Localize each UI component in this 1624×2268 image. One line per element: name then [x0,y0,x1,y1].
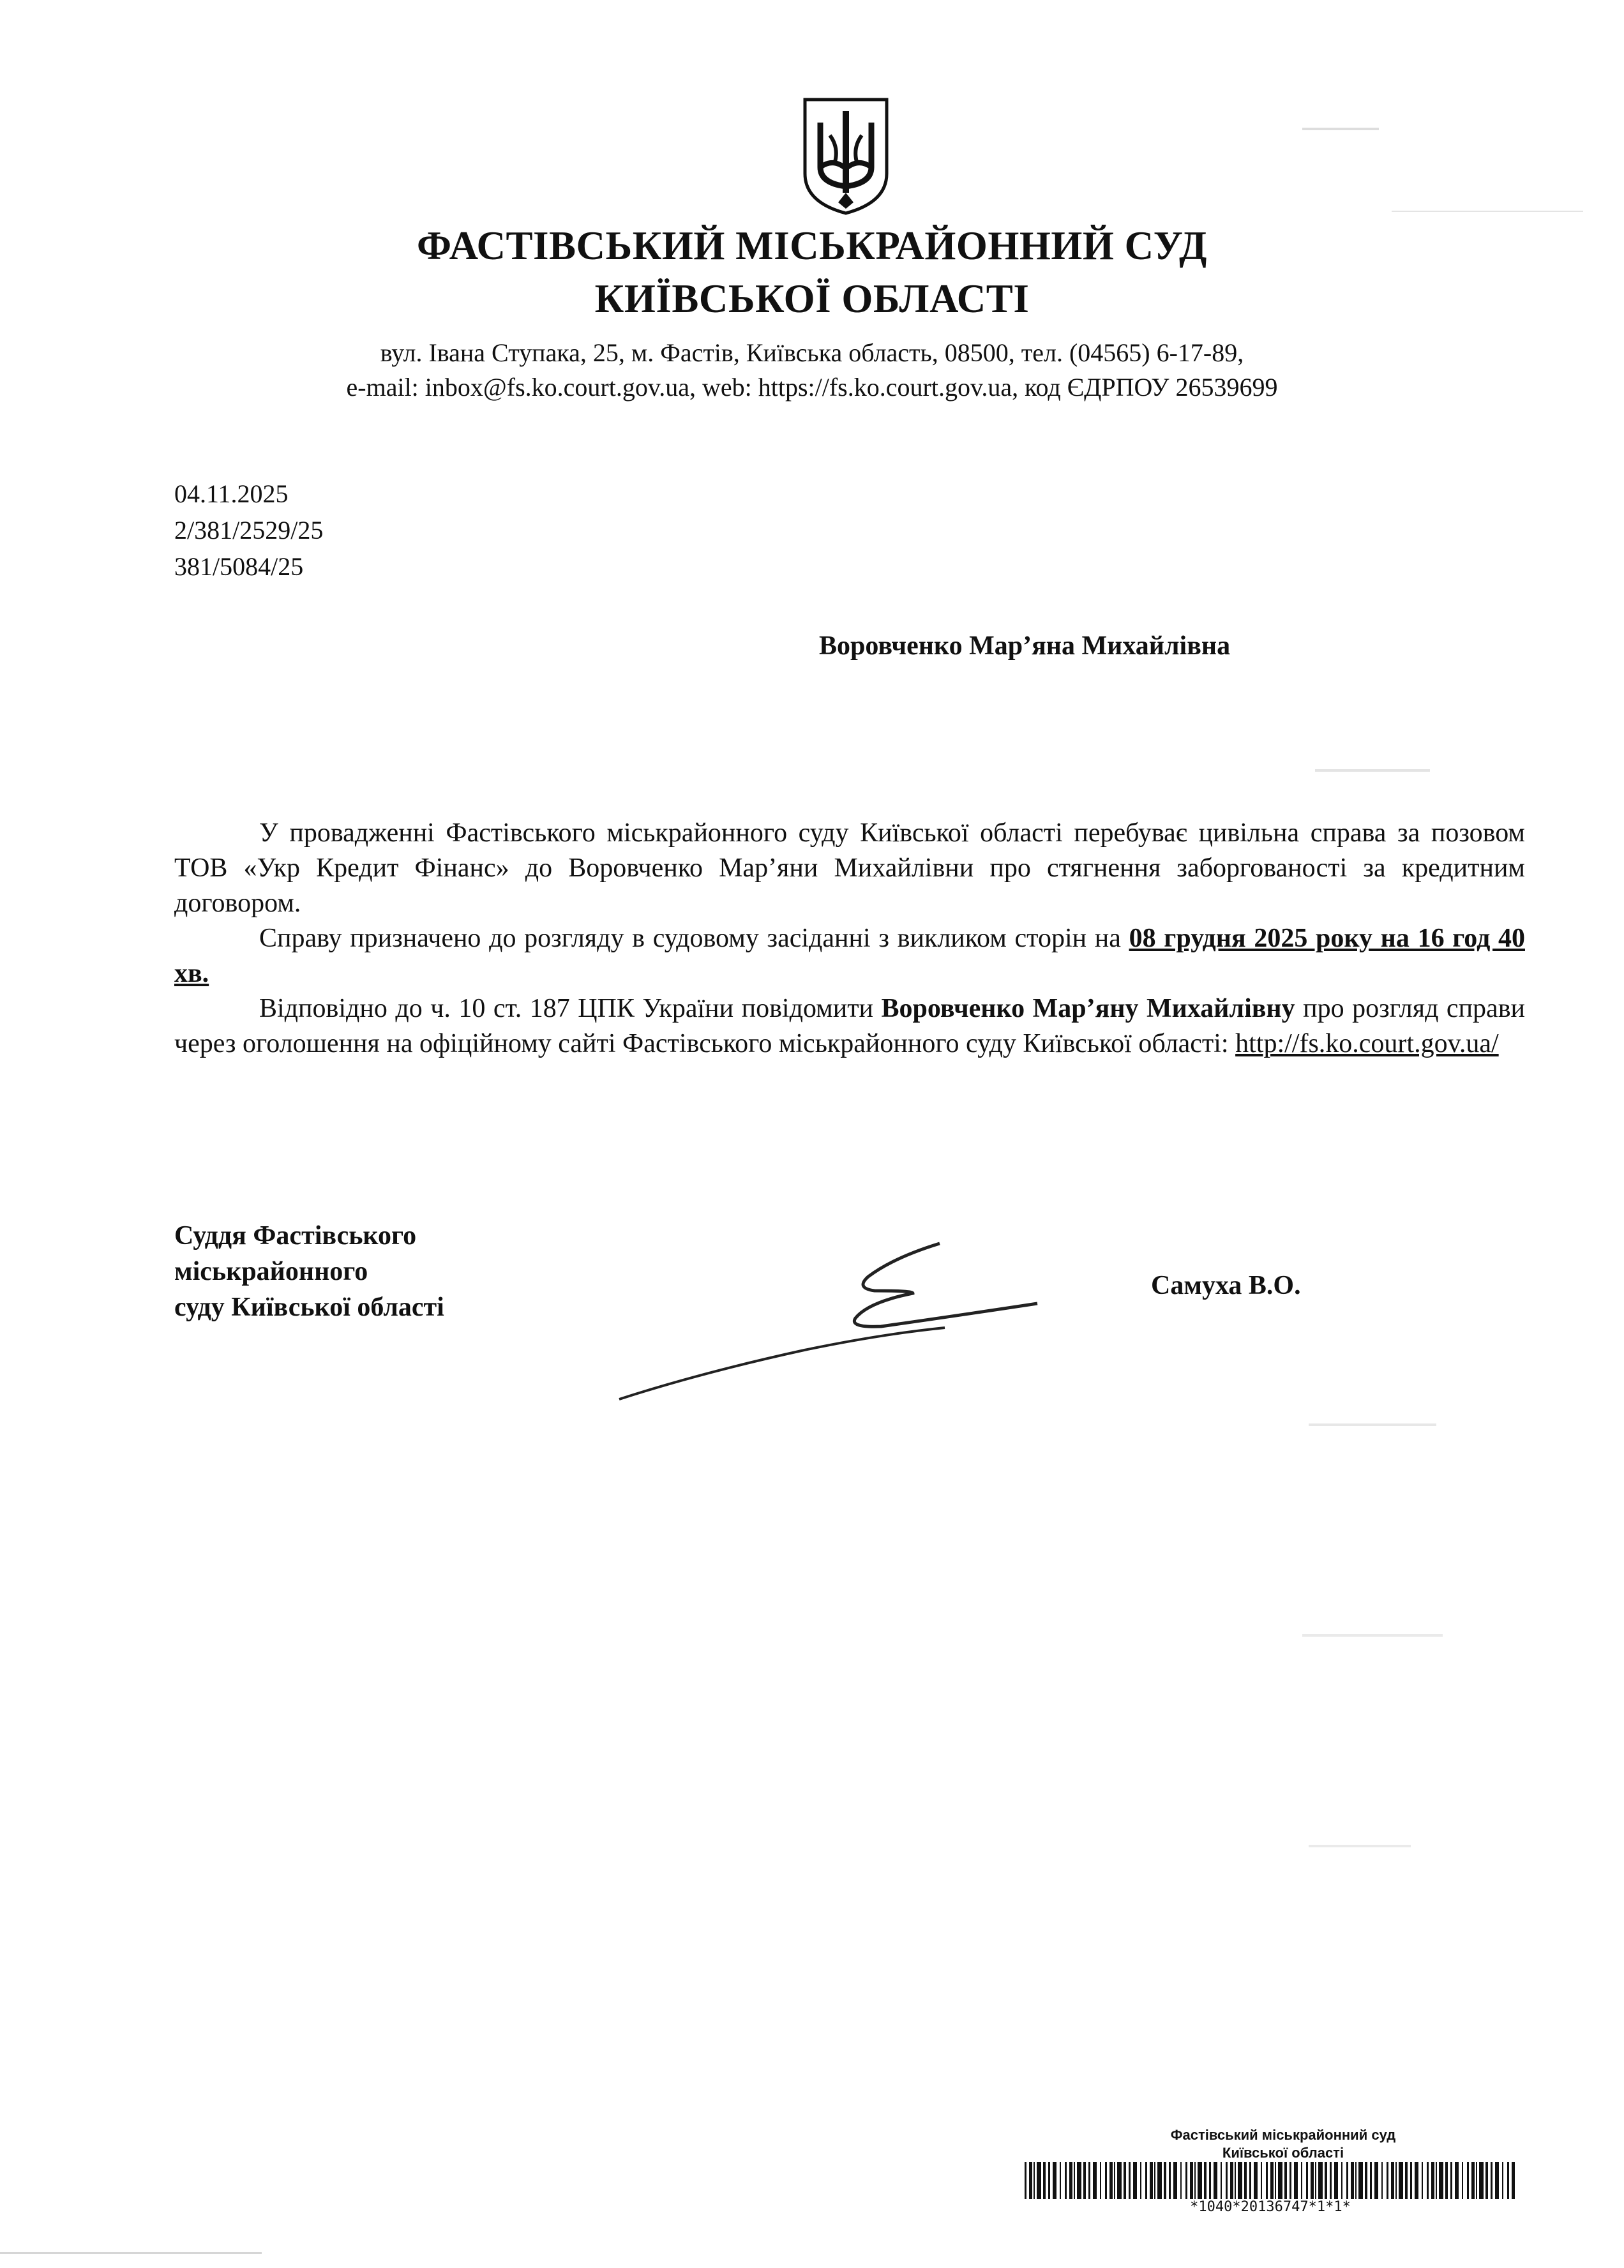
registry-barcode [1025,2162,1516,2199]
barcode-bar [1445,2162,1448,2199]
judge-name: Самуха В.О. [1151,1271,1301,1300]
notified-person: Воровченко Мар’яну Михайлівну [881,994,1295,1023]
barcode-bar [1190,2162,1193,2199]
barcode-bar [1048,2162,1050,2199]
scan-artifact [1309,1845,1411,1847]
barcode-bar [1074,2162,1075,2199]
barcode-bar [1485,2162,1488,2199]
barcode-number: *1040*20136747*1*1* [1190,2199,1351,2215]
barcode-bar [1495,2162,1499,2199]
barcode-bar [1244,2162,1247,2199]
barcode-bar [1194,2162,1196,2199]
judge-title [174,1218,444,1325]
barcode-bar [1169,2162,1171,2199]
barcode-bar [1077,2162,1081,2199]
barcode-bar [1060,2162,1061,2199]
barcode-bar [1204,2162,1207,2199]
barcode-bar [1301,2162,1302,2199]
barcode-bar [1439,2162,1443,2199]
barcode-bar [1037,2162,1041,2199]
barcode-bar [1093,2162,1097,2199]
barcode-bar [1043,2162,1046,2199]
barcode-bar [1185,2162,1187,2199]
barcode-bar [1221,2162,1222,2199]
barcode-bar [1294,2162,1298,2199]
scan-artifact [1392,211,1583,212]
barcode-bar [1249,2162,1251,2199]
court-address: вул. Івана Ступака, 25, м. Фастів, Київська область, 08500, тел. (04565) 6-17-89, [380,338,1244,367]
barcode-bar [1476,2162,1477,2199]
barcode-bar [1157,2162,1162,2199]
barcode-bar [1230,2162,1233,2199]
barcode-bar [1346,2162,1348,2199]
barcode-bar [1507,2162,1509,2199]
paragraph-notification [174,991,1525,1062]
barcode-bar [1467,2162,1469,2199]
barcode-bar [1502,2162,1503,2199]
judge-title-line2: міськрайонного [174,1257,368,1286]
barcode-bar [1455,2162,1459,2199]
barcode-bar [1150,2162,1153,2199]
barcode-bar [1164,2162,1166,2199]
barcode-bar [1261,2162,1262,2199]
barcode-bar [1436,2162,1437,2199]
barcode-bar [1235,2162,1236,2199]
barcode-bar [1284,2162,1287,2199]
barcode-bar [1479,2162,1484,2199]
barcode-bar [1117,2162,1122,2199]
notification-post: про розгляд справи через оголошення на офіційному сайті Фастівського міськрайонного суду Київської області: [174,994,1525,1058]
barcode-bar [1462,2162,1463,2199]
barcode-bar [1025,2162,1026,2199]
barcode-bar [1140,2162,1141,2199]
barcode-bar [1410,2162,1412,2199]
barcode-bar [1415,2162,1418,2199]
barcode-bar [1109,2162,1113,2199]
barcode-bar [1105,2162,1107,2199]
stamp-region: Київської області [1222,2145,1344,2161]
barcode-bar [1374,2162,1378,2199]
barcode-bar [1491,2162,1492,2199]
barcode-bar [1275,2162,1276,2199]
scan-artifact [1315,769,1430,772]
barcode-bar [1100,2162,1101,2199]
court-website-link[interactable]: http://fs.ko.court.gov.ua/ [1235,1029,1499,1058]
barcode-bar [1471,2162,1475,2199]
barcode-bar [1450,2162,1452,2199]
case-number: 2/381/2529/25 [174,516,324,544]
scan-artifact [1309,1423,1436,1426]
barcode-bar [1334,2162,1338,2199]
barcode-bar [1254,2162,1258,2199]
barcode-bar [1053,2162,1056,2199]
barcode-bar [1278,2162,1282,2199]
barcode-bar [1114,2162,1115,2199]
barcode-bar [1365,2162,1367,2199]
barcode-bar [1399,2162,1403,2199]
court-name-line1: ФАСТІВСЬКИЙ МІСЬКРАЙОННИЙ СУД [416,223,1208,268]
court-contacts: e-mail: inbox@fs.ko.court.gov.ua, web: https://fs.ko.court.gov.ua, код ЄДРПОУ 26539699 [346,373,1278,402]
barcode-bar [1370,2162,1372,2199]
barcode-bar [1318,2162,1323,2199]
barcode-bar [1351,2162,1354,2199]
barcode-bar [1145,2162,1147,2199]
barcode-bar [1381,2162,1383,2199]
barcode-bar [1315,2162,1316,2199]
hearing-text: Справу призначено до розгляду в судовому засіданні з викликом сторін на [259,924,1129,953]
barcode-bar [1355,2162,1357,2199]
barcode-bar [1422,2162,1423,2199]
barcode-bar [1270,2162,1274,2199]
stamp-court-name: Фастівський міськрайонний суд [1170,2127,1396,2143]
barcode-bar [1405,2162,1408,2199]
barcode-bar [1214,2162,1217,2199]
barcode-bar [1427,2162,1429,2199]
barcode-bar [1311,2162,1314,2199]
judge-title-line1: Суддя Фастівського [174,1221,417,1250]
barcode-bar [1391,2162,1394,2199]
barcode-bar [1325,2162,1327,2199]
barcode-bar [1198,2162,1202,2199]
paragraph-hearing [174,921,1525,991]
scan-artifact [1302,1634,1443,1637]
document-meta [174,476,323,585]
document-date: 04.11.2025 [174,479,289,508]
barcode-bar [1088,2162,1090,2199]
addressee-name: Воровченко Мар’яна Михайлівна [819,631,1231,661]
barcode-bar [1133,2162,1137,2199]
barcode-bar [1173,2162,1177,2199]
barcode-bar [1431,2162,1434,2199]
court-name-line2: КИЇВСЬКОЇ ОБЛАСТІ [594,276,1030,321]
barcode-bar [1029,2162,1032,2199]
barcode-bar [1289,2162,1291,2199]
barcode-bar [1034,2162,1035,2199]
barcode-bar [1083,2162,1086,2199]
barcode-bar [1209,2162,1211,2199]
barcode-bar [1358,2162,1363,2199]
notice-body [174,816,1525,1062]
proceeding-number: 381/5084/25 [174,552,304,581]
barcode-bar [1306,2162,1308,2199]
barcode-bar [1395,2162,1397,2199]
barcode-bar [1341,2162,1342,2199]
barcode-bar [1238,2162,1242,2199]
barcode-bar [1387,2162,1388,2199]
hearing-date: 08 грудня 2025 року на 16 год 40 хв. [174,924,1525,988]
notification-pre: Відповідно до ч. 10 ст. 187 ЦПК України повідомити [259,994,882,1023]
barcode-bar [1154,2162,1155,2199]
paragraph-case-info: У провадженні Фастівського міськрайонного суду Київської області перебуває цивільна справа за позовом ТОВ «Укр Кредит Фінанс» до Воровченко Мар’яни Михайлівни про стягнення заборгованості за кредитним договором. [174,818,1525,918]
barcode-bar [1330,2162,1332,2199]
barcode-bar [1266,2162,1268,2199]
barcode-bar [1512,2162,1515,2199]
barcode-bar [1124,2162,1126,2199]
scan-artifact [1302,128,1379,130]
barcode-bar [1226,2162,1228,2199]
barcode-bar [1065,2162,1067,2199]
barcode-bar [1180,2162,1182,2199]
trident-coat-of-arms-icon [801,97,891,215]
judge-title-line3: суду Київської області [174,1293,444,1322]
barcode-bar [1069,2162,1072,2199]
handwritten-signature [613,1232,1047,1411]
barcode-bar [1129,2162,1131,2199]
scan-artifact [0,2252,262,2254]
